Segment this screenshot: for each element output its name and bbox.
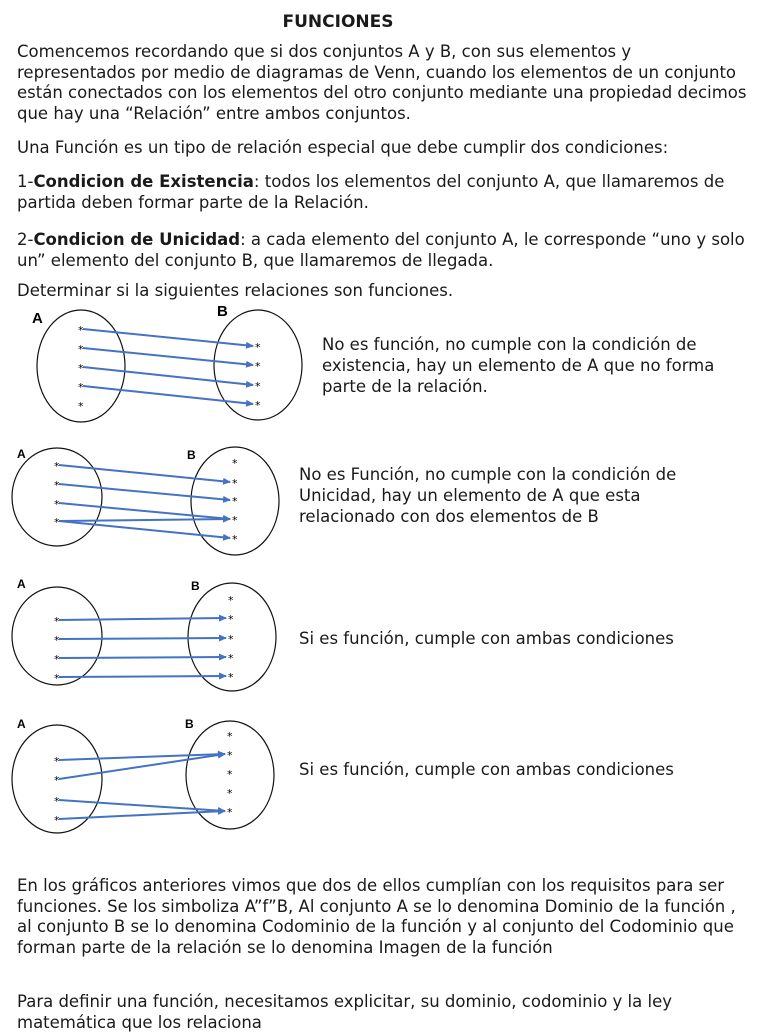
set-b-label: B xyxy=(217,303,228,320)
element-a-marker: * xyxy=(78,362,84,375)
element-a-marker: * xyxy=(78,343,84,356)
element-b-marker: * xyxy=(255,341,261,354)
element-b-marker: * xyxy=(227,749,233,762)
element-a-marker: * xyxy=(54,795,60,808)
element-b-marker: * xyxy=(227,787,233,800)
prompt-paragraph: Determinar si la siguientes relaciones son funciones. xyxy=(17,281,454,300)
set-a-label: A xyxy=(32,310,43,327)
final-paragraph: Para definir una función, necesitamos explicitar, su dominio, codominio y la ley matemática que los relaciona xyxy=(17,992,672,1032)
element-b-marker: * xyxy=(255,399,261,412)
condition-number: 2- xyxy=(17,230,34,249)
relation-arrow xyxy=(59,657,226,658)
condition-text: : a cada elemento del conjunto A, le corresponde “uno y solo un” elemento del conjunto B, que llamaremos de llegada. xyxy=(17,230,745,270)
diagram-3-description: Si es función, cumple con ambas condiciones xyxy=(299,629,674,648)
set-b-label: B xyxy=(185,717,194,731)
element-b-marker: * xyxy=(232,477,238,490)
relation-arrow xyxy=(59,618,226,620)
element-b-marker: * xyxy=(255,380,261,393)
conclusion-paragraph: En los gráficos anteriores vimos que dos de ellos cumplían con los requisitos para ser funciones. Se los simboliza A”f”B, Al conjunto A se lo denomina Dominio de la función , al conjunto B se lo denomina Codominio de la función y al conjunto del Codominio que forman parte de la relación se lo denomina Imagen de la función xyxy=(17,876,736,957)
element-b-marker: * xyxy=(227,768,233,781)
element-a-marker: * xyxy=(54,755,60,768)
element-b-marker: * xyxy=(228,594,234,607)
relation-arrow xyxy=(59,638,226,639)
element-b-marker: * xyxy=(232,514,238,527)
element-b-marker: * xyxy=(228,671,234,684)
set-a-label: A xyxy=(17,577,26,591)
diagram-4-description: Si es función, cumple con ambas condiciones xyxy=(299,760,674,779)
set-b-label: B xyxy=(191,579,200,593)
definition-paragraph: Una Función es un tipo de relación especial que debe cumplir dos condiciones: xyxy=(17,138,669,157)
element-a-marker: * xyxy=(54,634,60,647)
element-a-marker: * xyxy=(54,516,60,529)
relation-arrow xyxy=(59,484,230,500)
element-b-marker: * xyxy=(255,360,261,373)
relation-arrow xyxy=(59,519,230,521)
element-b-marker: * xyxy=(228,613,234,626)
element-a-marker: * xyxy=(78,400,84,413)
condition-number: 1- xyxy=(17,172,34,191)
element-a-marker: * xyxy=(54,653,60,666)
diagram-1-description: No es función, no cumple con la condición de existencia, hay un elemento de A que no forma parte de la relación. xyxy=(322,335,715,396)
relation-arrow xyxy=(83,367,253,385)
element-b-marker: * xyxy=(232,533,238,546)
set-b-label: B xyxy=(187,448,196,462)
element-b-marker: * xyxy=(228,633,234,646)
element-a-marker: * xyxy=(54,814,60,827)
element-b-marker: * xyxy=(232,457,238,470)
element-a-marker: * xyxy=(78,324,84,337)
diagram-2-description: No es Función, no cumple con la condición de Unicidad, hay un elemento de A que esta relacionado con dos elementos de B xyxy=(299,465,677,526)
element-a-marker: * xyxy=(54,460,60,473)
element-b-marker: * xyxy=(227,806,233,819)
element-b-marker: * xyxy=(227,730,233,743)
condition-name: Condicion de Existencia xyxy=(33,172,254,191)
set-a-label: A xyxy=(17,447,26,461)
condition-name: Condicion de Unicidad xyxy=(33,230,241,249)
relation-arrow xyxy=(59,503,230,519)
relation-arrow xyxy=(59,676,226,677)
intro-paragraph: Comencemos recordando que si dos conjuntos A y B, con sus elementos y representados por medio de diagramas de Venn, cuando los elementos de un conjunto están conectados con los elementos del otro conjunto mediante una propiedad decimos que hay una “Relación” entre ambos conjuntos. xyxy=(17,42,747,123)
element-a-marker: * xyxy=(54,774,60,787)
relation-arrow xyxy=(83,329,253,346)
element-b-marker: * xyxy=(232,495,238,508)
relation-arrow xyxy=(83,386,253,404)
page-title: FUNCIONES xyxy=(282,12,394,32)
element-b-marker: * xyxy=(228,652,234,665)
condition-text: : todos los elementos del conjunto A, que llamaremos de partida deben formar parte de la Relación. xyxy=(17,172,725,212)
element-a-marker: * xyxy=(54,672,60,685)
element-a-marker: * xyxy=(54,615,60,628)
element-a-marker: * xyxy=(54,498,60,511)
element-a-marker: * xyxy=(54,479,60,492)
relation-arrow xyxy=(59,465,230,482)
relation-arrow xyxy=(83,348,253,365)
set-a-label: A xyxy=(17,717,26,731)
relation-arrow xyxy=(59,800,225,811)
element-a-marker: * xyxy=(78,381,84,394)
